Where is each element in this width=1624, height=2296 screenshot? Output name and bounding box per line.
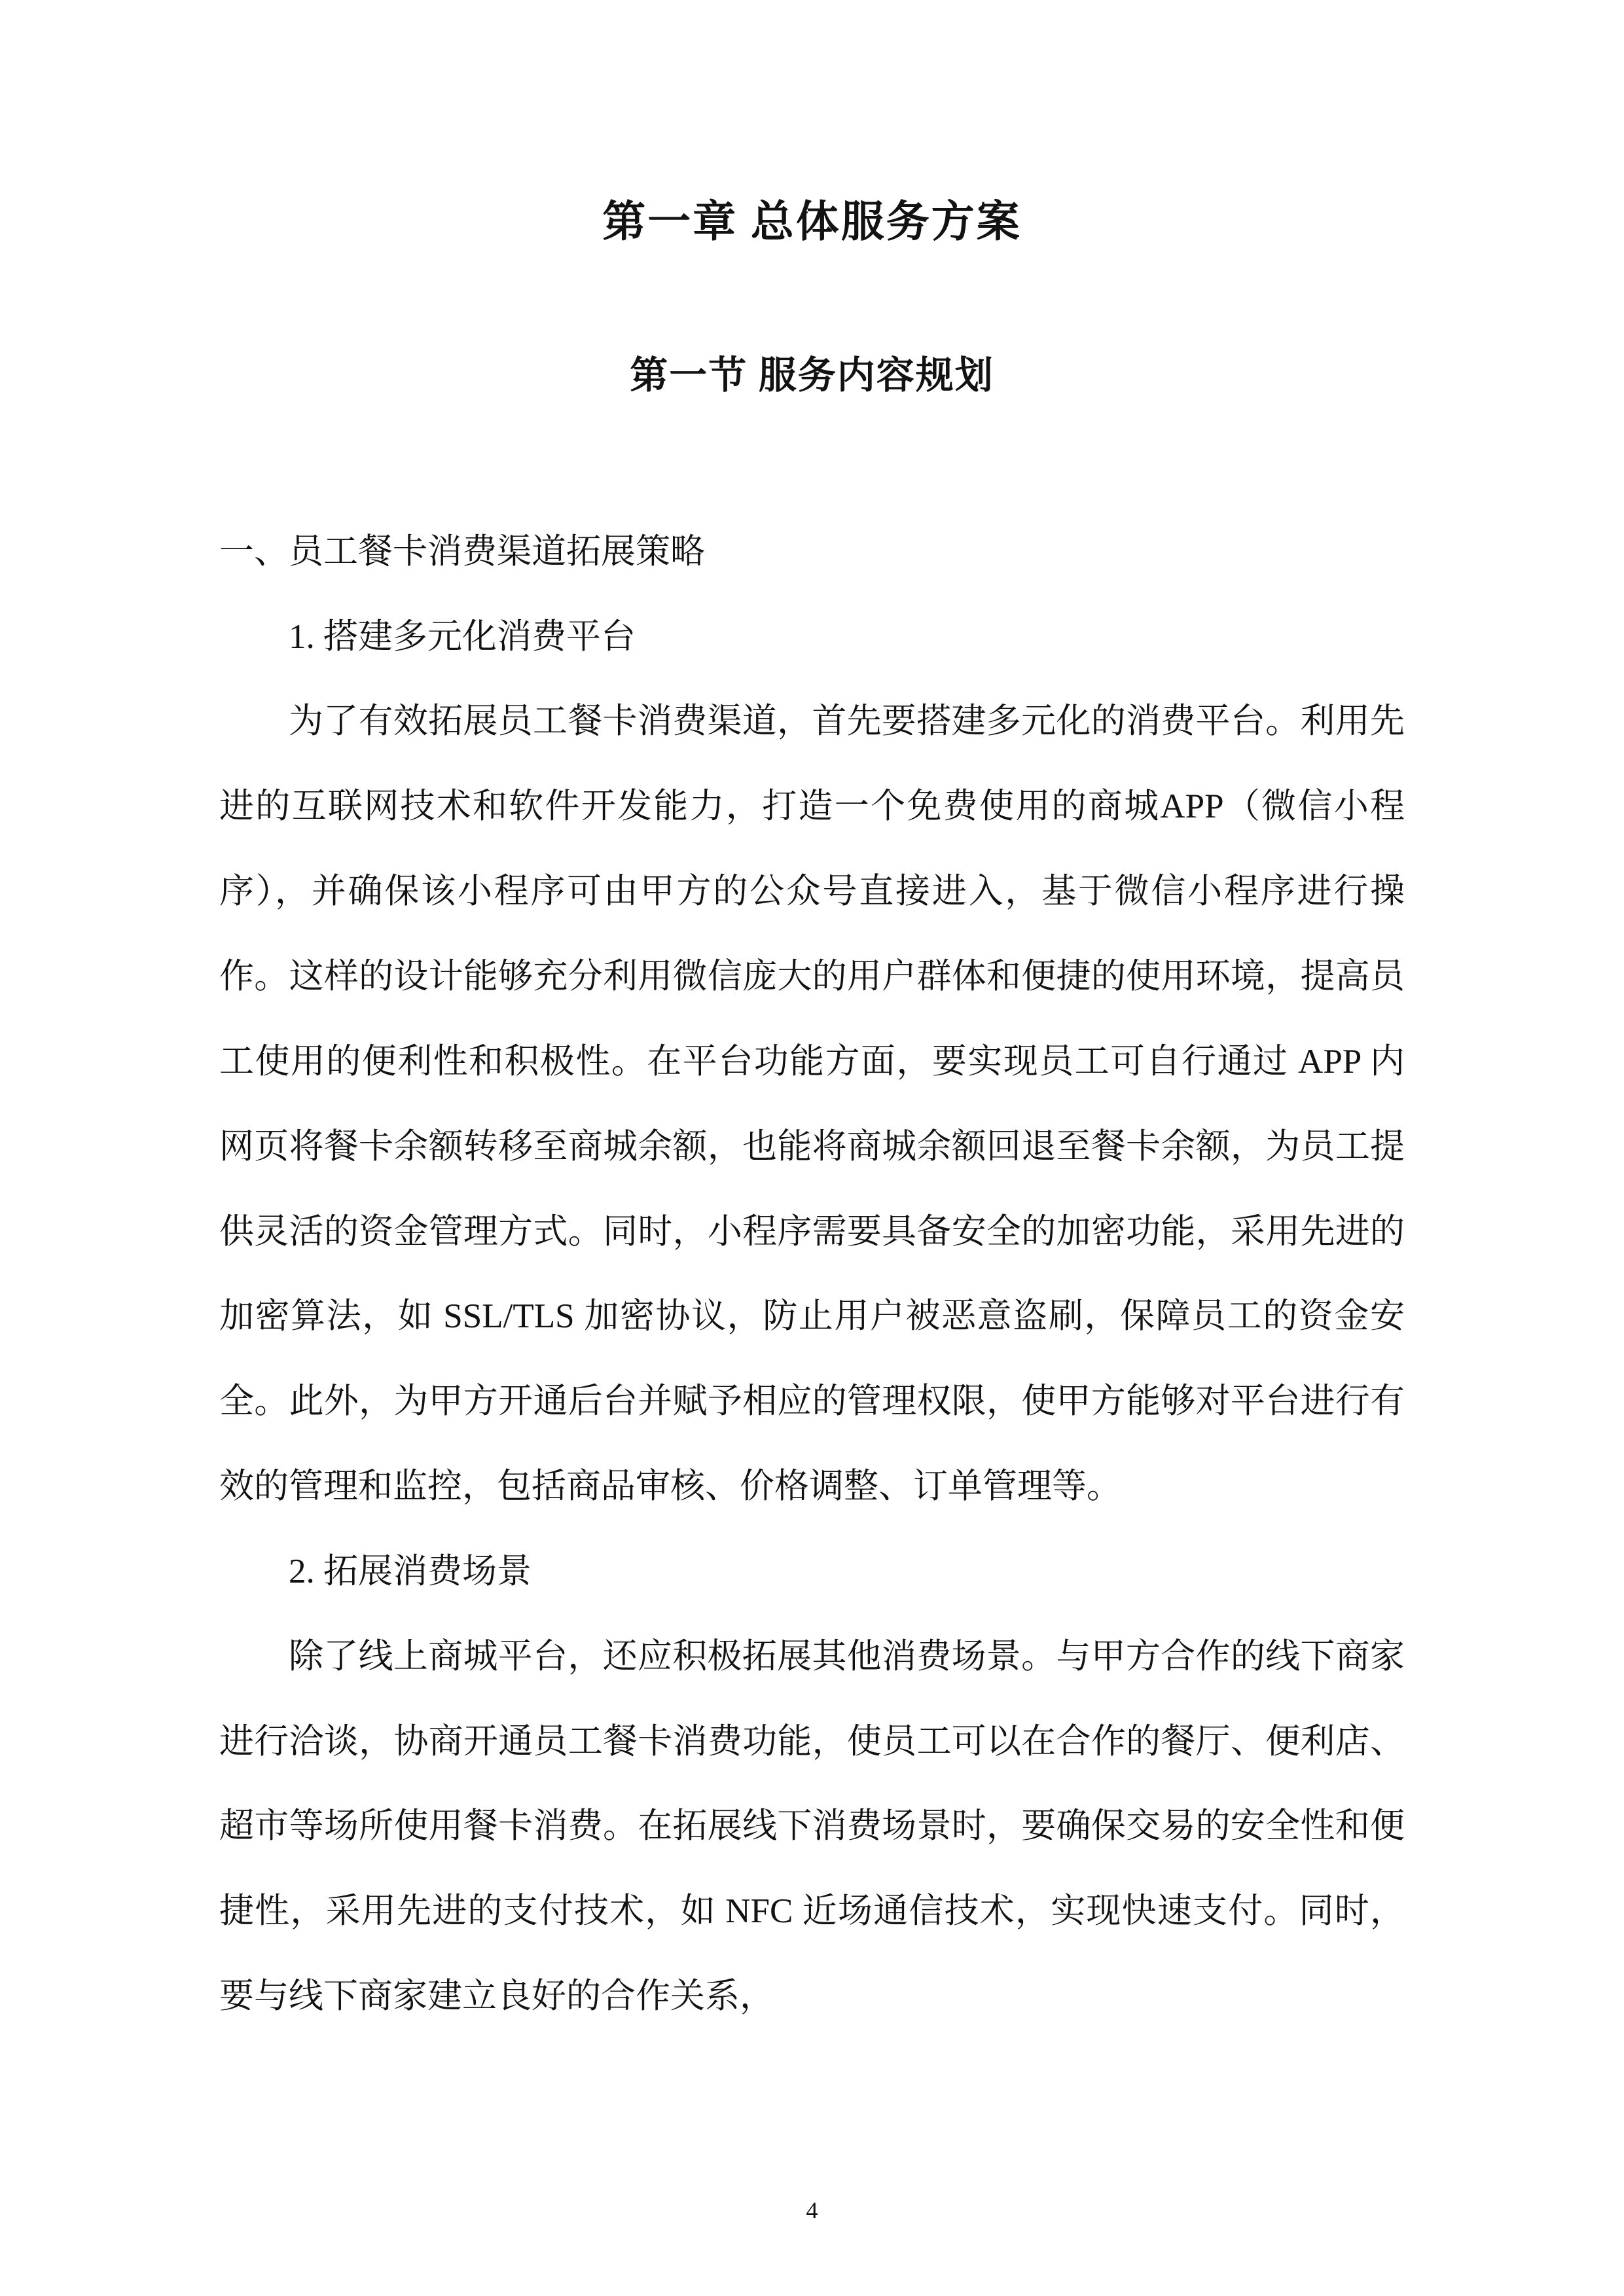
body-paragraph-1: 为了有效拓展员工餐卡消费渠道，首先要搭建多元化的消费平台。利用先进的互联网技术和软件开发能力，打造一个免费使用的商城APP（微信小程序），并确保该小程序可由甲方的公众号直接进入，基于微信小程序进行操作。这样的设计能够充分利用微信庞大的用户群体和便捷的使用环境，提高员工使用的便利性和积极性。在平台功能方面，要实现员工可自行通过 APP 内网页将餐卡余额转移至商城余额，也能将商城余额回退至餐卡余额，为员工提供灵活的资金管理方式。同时，小程序需要具备安全的加密功能，采用先进的加密算法，如 SSL/TLS 加密协议，防止用户被恶意盗刷，保障员工的资金安全。此外，为甲方开通后台并赋予相应的管理权限，使甲方能够对平台进行有效的管理和监控，包括商品审核、价格调整、订单管理等。 (219, 702, 1405, 1506)
list-heading-level-2-item-1: 1. 搭建多元化消费平台 (289, 617, 636, 656)
list-heading-level-2-item-2: 2. 拓展消费场景 (289, 1552, 532, 1590)
section-title: 第一节 服务内容规划 (630, 354, 994, 397)
body-paragraph-2: 除了线上商城平台，还应积极拓展其他消费场景。与甲方合作的线下商家进行洽谈，协商开通员工餐卡消费功能，使员工可以在合作的餐厅、便利店、超市等场所使用餐卡消费。在拓展线下消费场景时，要确保交易的安全性和便捷性，采用先进的支付技术，如 NFC 近场通信技术，实现快速支付。同时，要与线下商家建立良好的合作关系， (219, 1637, 1405, 2016)
list-heading-level-1: 一、员工餐卡消费渠道拓展策略 (219, 532, 705, 571)
chapter-title: 第一章 总体服务方案 (602, 198, 1022, 246)
page-number: 4 (806, 2197, 818, 2223)
document-body (219, 510, 1405, 2039)
